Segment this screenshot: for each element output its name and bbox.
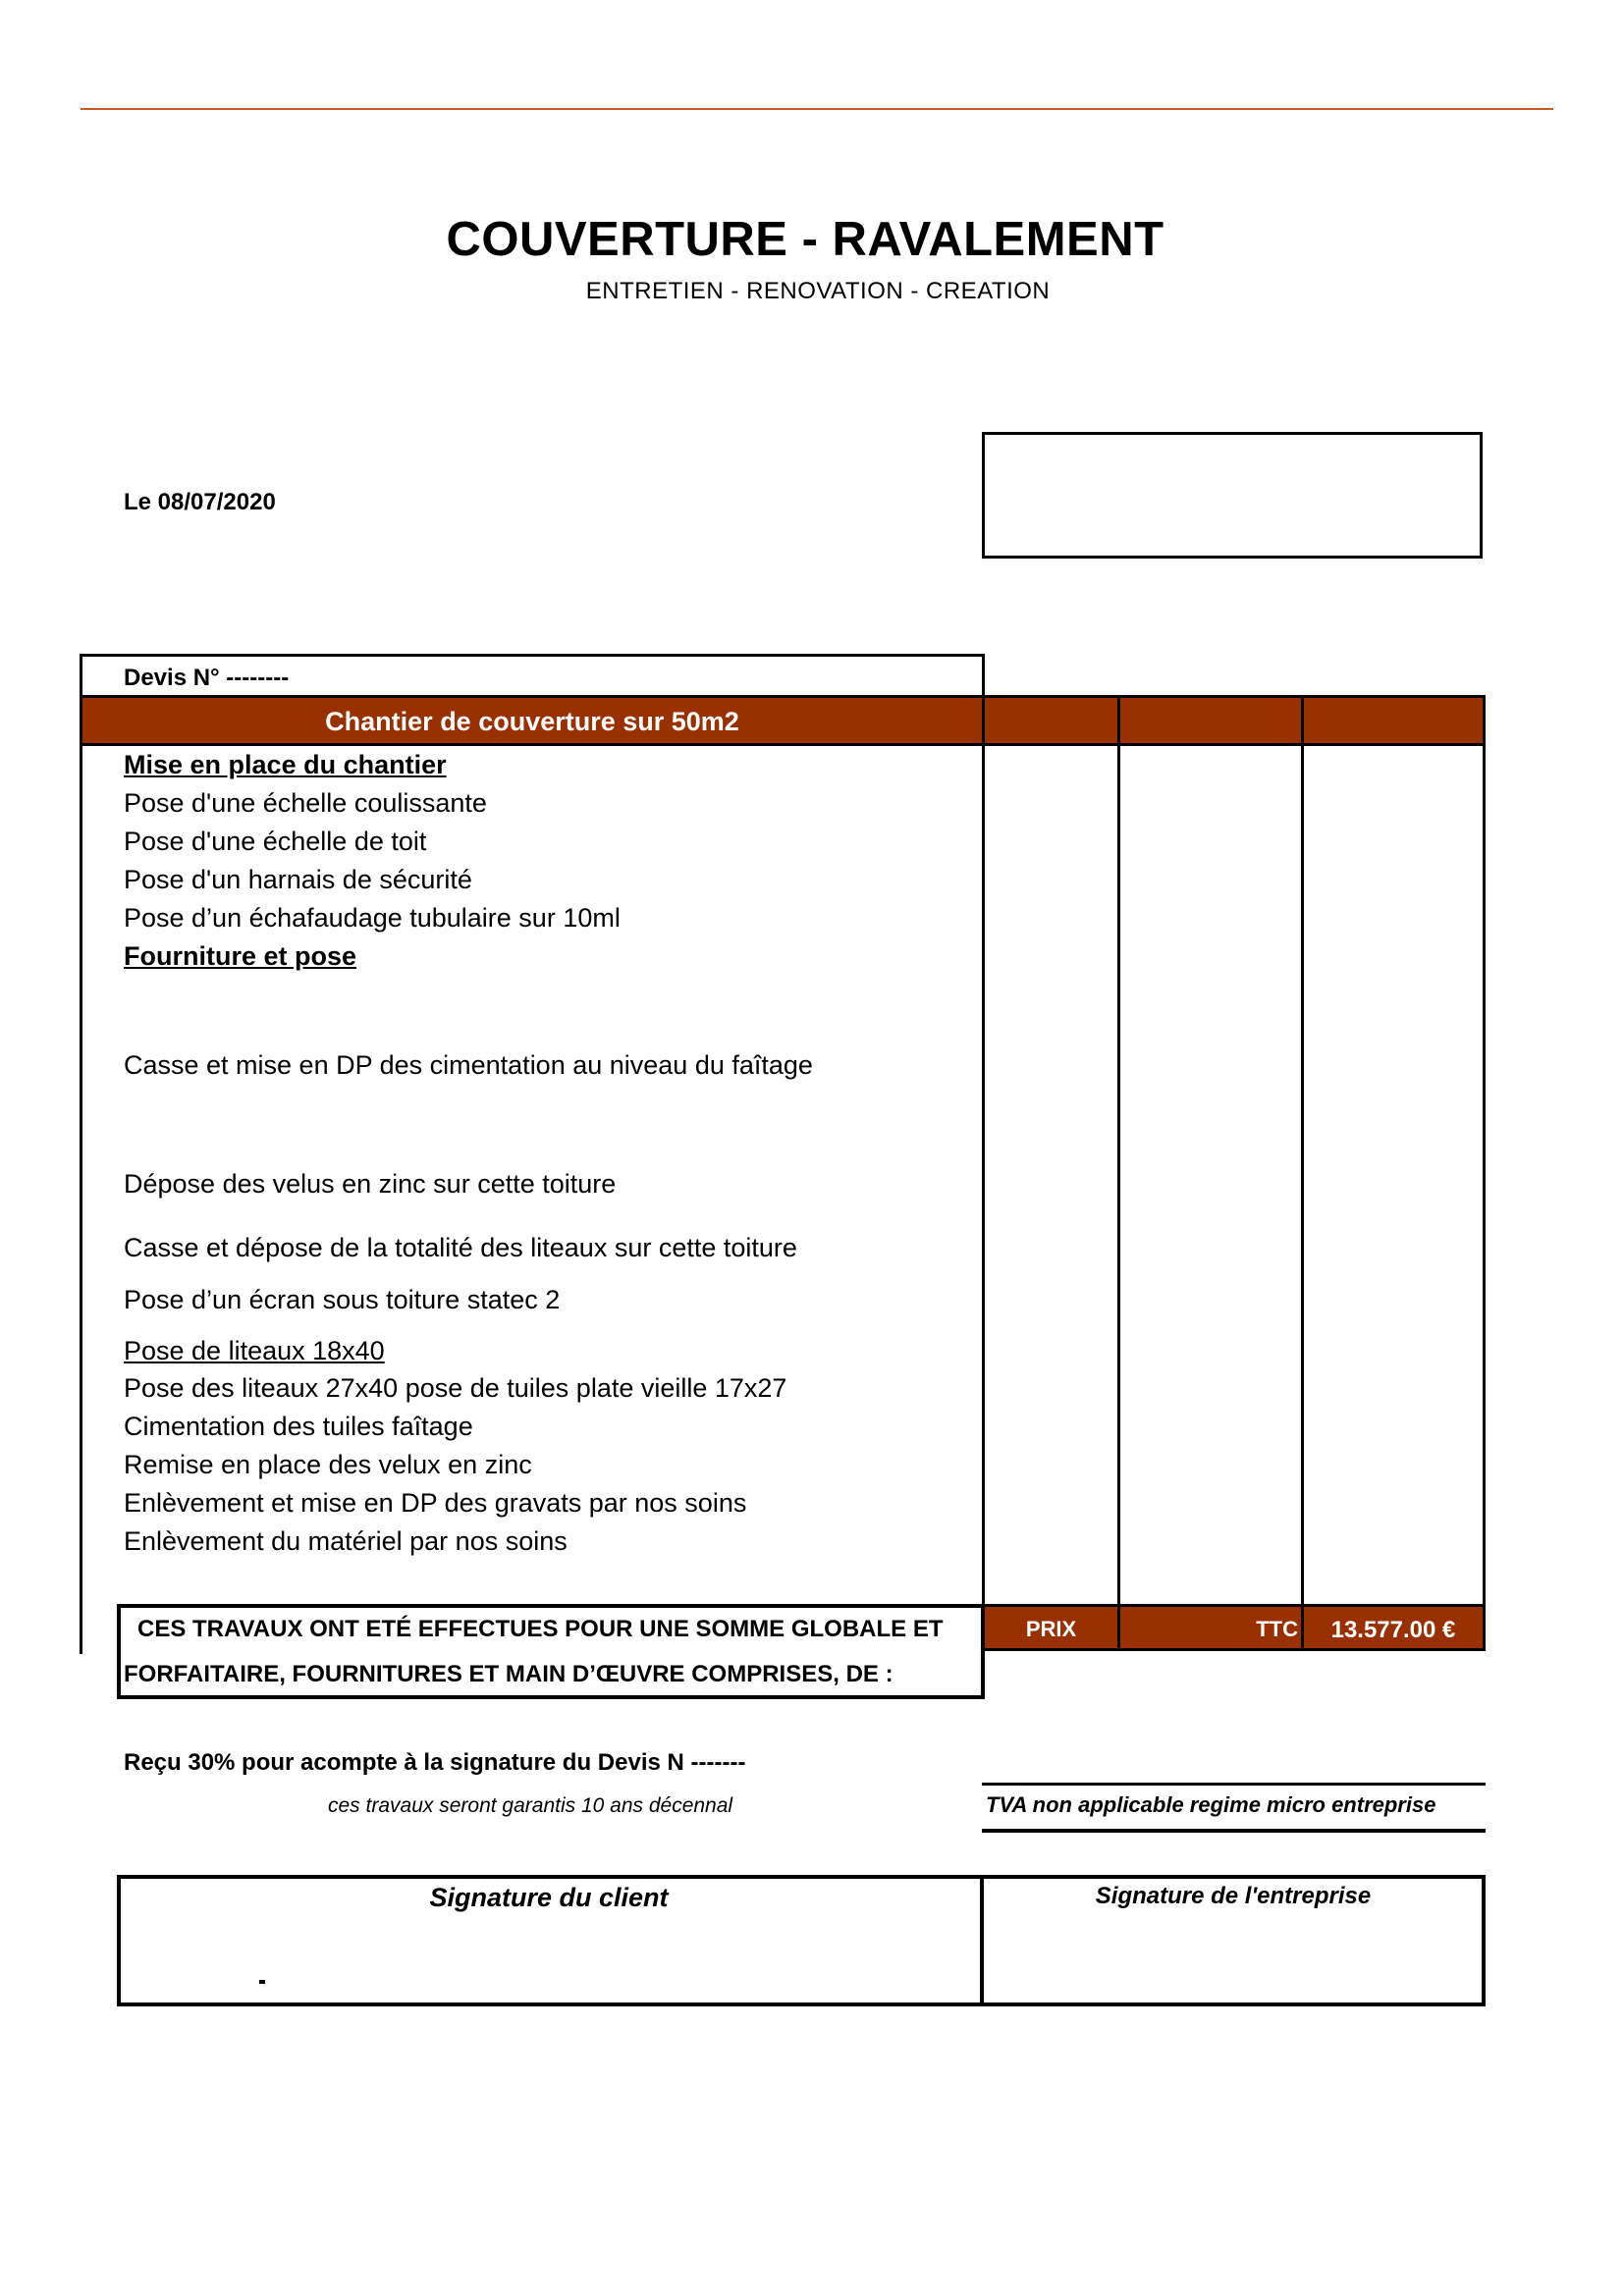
prix-label: PRIX	[1025, 1617, 1077, 1641]
signature-client-label: Signature du client	[429, 1883, 669, 1912]
client-address-box	[982, 432, 1483, 559]
list-item: Fourniture et pose	[124, 941, 357, 971]
list-item: Casse et dépose de la totalité des liteaux sur cette toiture	[124, 1233, 797, 1262]
devis-number: Devis N° --------	[124, 665, 290, 691]
company-subtitle: ENTRETIEN - RENOVATION - CREATION	[585, 278, 1051, 304]
tva-rule-top	[982, 1783, 1486, 1786]
table-left-border	[80, 746, 82, 1654]
list-item: Casse et mise en DP des cimentation au niveau du faîtage	[124, 1050, 813, 1080]
list-item: Dépose des velus en zinc sur cette toiture	[124, 1169, 617, 1199]
list-item: Pose d’un échafaudage tubulaire sur 10ml	[124, 903, 621, 933]
top-rule	[81, 108, 1553, 110]
acompte-note: Reçu 30% pour acompte à la signature du Devis N -------	[124, 1749, 746, 1776]
chantier-title: Chantier de couverture sur 50m2	[325, 707, 739, 736]
summary-line-1: CES TRAVAUX ONT ETÉ EFFECTUES POUR UNE SOMME GLOBALE ET	[137, 1616, 944, 1642]
table-column-divider	[1117, 746, 1120, 1605]
list-item: Pose d'un harnais de sécurité	[124, 865, 472, 894]
garantie-note: ces travaux seront garantis 10 ans décennal	[328, 1794, 733, 1817]
total-amount: 13.577.00 €	[1330, 1617, 1456, 1643]
signature-mark	[259, 1980, 265, 1984]
tva-rule-bottom	[982, 1829, 1486, 1833]
header-cell-unit-price	[1117, 695, 1304, 746]
tva-note: TVA non applicable regime micro entreprise	[986, 1792, 1436, 1817]
signature-entreprise-label: Signature de l'entreprise	[1095, 1883, 1372, 1909]
list-item: Cimentation des tuiles faîtage	[124, 1412, 473, 1441]
table-right-border	[1483, 746, 1486, 1605]
list-item: Pose des liteaux 27x40 pose de tuiles plate vieille 17x27	[124, 1373, 787, 1403]
header-cell-quantity	[982, 695, 1120, 746]
list-item: Mise en place du chantier	[124, 750, 447, 779]
ttc-label: TTC	[1256, 1617, 1298, 1641]
list-item: Pose d’un écran sous toiture statec 2	[124, 1285, 561, 1314]
list-item: Pose d'une échelle de toit	[124, 827, 427, 856]
list-item: Enlèvement et mise en DP des gravats par nos soins	[124, 1488, 747, 1518]
table-column-divider	[982, 746, 985, 1605]
list-item: Pose d'une échelle coulissante	[124, 788, 487, 818]
quote-date: Le 08/07/2020	[124, 489, 276, 515]
list-item: Remise en place des velux en zinc	[124, 1450, 532, 1479]
list-item: Pose de liteaux 18x40	[124, 1336, 385, 1365]
table-column-divider	[1301, 746, 1304, 1605]
header-cell-total	[1301, 695, 1486, 746]
company-title: COUVERTURE - RAVALEMENT	[446, 213, 1164, 266]
summary-line-2: FORFAITAIRE, FOURNITURES ET MAIN D’ŒUVRE COMPRISES, DE :	[124, 1661, 893, 1687]
list-item: Enlèvement du matériel par nos soins	[124, 1526, 568, 1556]
